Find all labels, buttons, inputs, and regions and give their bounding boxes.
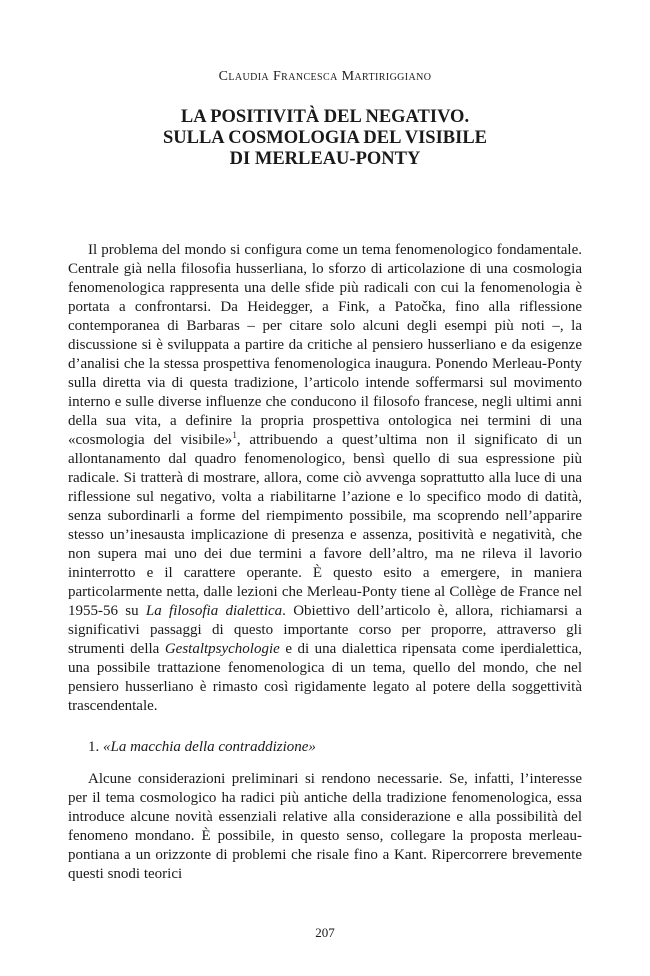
italic-gestaltpsychologie: Gestaltpsychologie: [164, 641, 280, 657]
section-number: 1.: [88, 739, 103, 755]
article-title: [0, 107, 650, 170]
abstract-block: [68, 241, 582, 716]
italic-title-filosofia-dialettica: La filosofia dialettica: [145, 603, 283, 619]
title-line-2: SULLA COSMOLOGIA DEL VISIBILE: [162, 128, 488, 148]
abstract-text-1: Il problema del mondo si configura come un tema fenomenologico fondamentale. Centrale già nella filosofia husserliana, lo sforzo di articolazione di una cosmologia fenomenologica rappresenta una delle sfide più radicali con cui la fenomenologia è portata a confrontarsi. Da Heidegger, a Fink, a Patočka, fino alla riflessione contemporanea di Barbaras – per citare solo alcuni degli esempi più noti –, la discussione si è sviluppata a partire da critiche al pensiero husserliano e da esigenze d’analisi che la stessa prospettiva fenomenologica inaugura. Ponendo Merleau-Ponty sulla diretta via di questa tradizione, l’articolo intende soffermarsi sul movimento interno e sulle diverse influenze che conducono il filosofo francese, negli ultimi anni della sua vita, a definire la propria prospettiva ontologica nei termini di una «cosmologia del visibile»: [68, 242, 582, 448]
footnote-reference[interactable]: 1: [232, 430, 237, 440]
section-heading: [88, 738, 316, 757]
abstract-text-2: , attribuendo a quest’ultima non il significato di un allontanamento dal quadro fenomenologico, bensì quello di sua espressione più radicale. Si tratterà di mostrare, allora, come ciò avvenga soprattutto alla luce di una riflessione sul negativo, volta a riabilitarne l’azione e lo specifico modo di datità, senza subordinarli a forme del riempimento possibile, ma scoprendo nell’apparire stesso un’inesausta implicazione di presenza e assenza, positività e negatività, che non supera mai uno dei due termini a favore dell’altro, ma ne rileva il lavorio ininterrotto e il carattere operante. È questo esito a emergere, in maniera particolarmente netta, dalle lezioni che Merleau-Ponty tiene al Collège de France nel 1955-56 su: [68, 432, 582, 619]
section-paragraph: Alcune considerazioni preliminari si rendono necessarie. Se, infatti, l’interesse per il tema cosmologico ha radici più antiche della tradizione fenomenologica, essa introduce alcune novità essenziali relative alla considerazione e alla possibilità del fenomeno mondano. È possibile, in questo senso, collegare la proposta merleau-pontiana a un orizzonte di problemi che risale fino a Kant. Ripercorrere brevemente questi snodi teorici: [68, 771, 582, 882]
title-line-3: DI MERLEAU-PONTY: [229, 149, 421, 169]
page-number: 207: [315, 925, 335, 940]
title-line-1: LA POSITIVITÀ DEL NEGATIVO.: [180, 107, 470, 127]
section-body: [68, 770, 582, 884]
abstract-text-4: e di una dialettica ripensata come iperdialettica, una possibile trattazione fenomenologica di un tema, quello del mondo, che nel pensiero husserliano è rimasto così rigidamente legato al potere della soggettività trascendentale.: [68, 641, 582, 714]
abstract-paragraph: [68, 241, 582, 716]
section-title: «La macchia della contraddizione»: [103, 739, 316, 755]
abstract-text-3: . Obiettivo dell’articolo è, allora, richiamarsi a significativi passaggi di questo importante corso per proporre, attraverso gli strumenti della: [68, 603, 582, 657]
author-name: Claudia Francesca Martiriggiano: [218, 69, 432, 84]
